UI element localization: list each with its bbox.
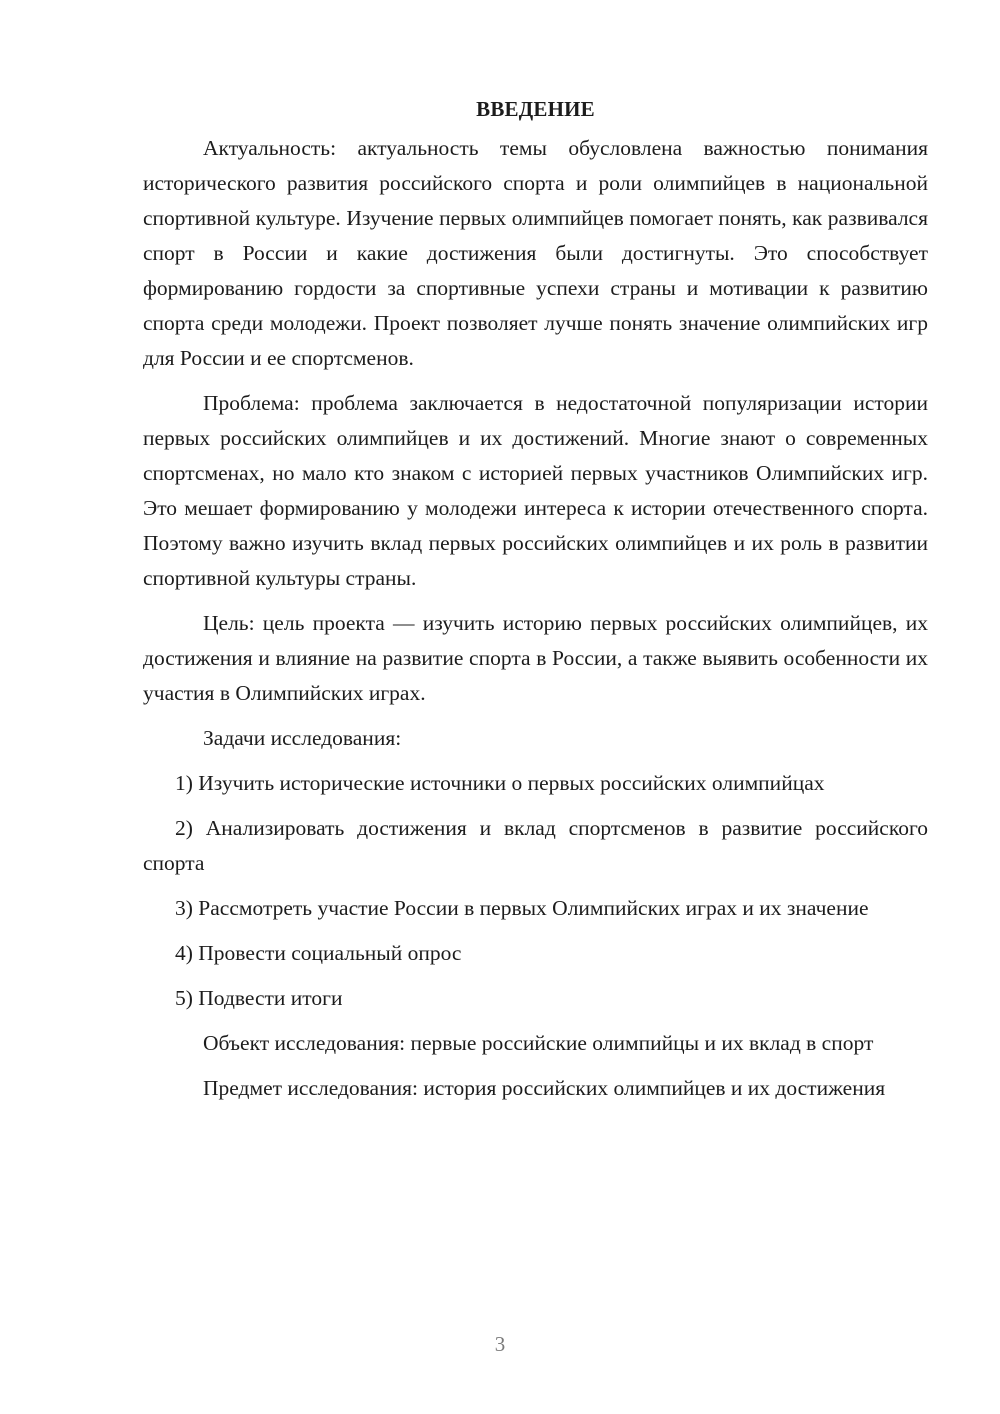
task-item-1: 1) Изучить исторические источники о первых российских олимпийцах	[175, 771, 825, 795]
tasks-heading: Задачи исследования:	[203, 726, 402, 750]
subject-paragraph: Предмет исследования: история российских олимпийцев и их достижения	[203, 1076, 886, 1100]
page-number: 3	[494, 1332, 506, 1356]
object-paragraph: Объект исследования: первые российские олимпийцы и их вклад в спорт	[203, 1031, 874, 1055]
relevance-paragraph: Актуальность: актуальность темы обусловлена важностью понимания исторического развития российского спорта и роли олимпийцев в национальной спортивной культуре. Изучение первых олимпийцев помогает понять, как развивался спорт в России и какие достижения были достигнуты. Это способствует формированию гордости за спортивные успехи страны и мотивации к развитию спорта среди молодежи. Проект позволяет лучше понять значение олимпийских игр для России и ее спортсменов.	[143, 136, 928, 370]
goal-paragraph: Цель: цель проекта — изучить историю первых российских олимпийцев, их достижения и влияние на развитие спорта в России, а также выявить особенности их участия в Олимпийских играх.	[143, 611, 928, 705]
problem-paragraph: Проблема: проблема заключается в недостаточной популяризации истории первых российских олимпийцев и их достижений. Многие знают о современных спортсменах, но мало кто знаком с историей первых участников Олимпийских игр. Это мешает формированию у молодежи интереса к истории отечественного спорта. Поэтому важно изучить вклад первых российских олимпийцев и их роль в развитии спортивной культуры страны.	[143, 391, 928, 590]
task-item-3: 3) Рассмотреть участие России в первых Олимпийских играх и их значение	[175, 896, 869, 920]
task-item-4: 4) Провести социальный опрос	[175, 941, 462, 965]
task-item-5: 5) Подвести итоги	[175, 986, 343, 1010]
document-page	[143, 92, 928, 1106]
section-title: ВВЕДЕНИЕ	[476, 97, 595, 121]
task-item-2: 2) Анализировать достижения и вклад спортсменов в развитие российского спорта	[143, 816, 928, 875]
